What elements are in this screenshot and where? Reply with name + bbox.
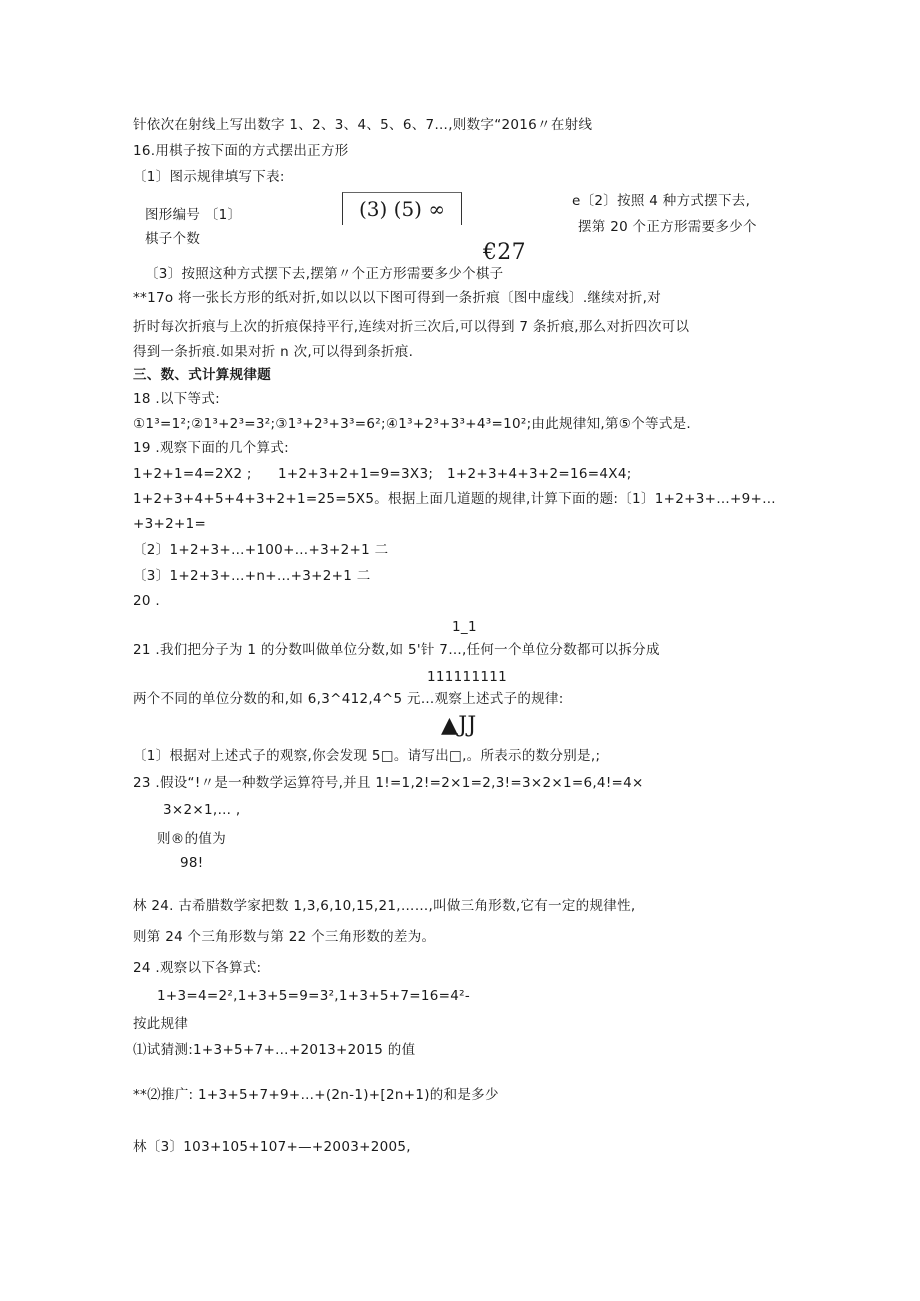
text-line: 按此规律 [133, 1016, 189, 1032]
text-line: 得到一条折痕.如果对折 n 次,可以得到条折痕. [133, 344, 414, 360]
equation: 1+2+1=4=2X2 ; [133, 466, 252, 482]
section-heading: 三、数、式计算规律题 [133, 367, 271, 383]
text-line: 林〔3〕103+105+107+—+2003+2005, [133, 1139, 411, 1155]
problem-16-title: 16.用棋子按下面的方式摆出正方形 [133, 143, 349, 159]
equation: 1+2+3+4+3+2=16=4X4; [447, 466, 632, 482]
problem-24-title: 林 24. 古希腊数学家把数 1,3,6,10,15,21,……,叫做三角形数,它有一定的规律性, [133, 898, 636, 914]
text-line: 摆第 20 个正方形需要多少个 [578, 219, 757, 235]
text-line: 3×2×1,… , [163, 802, 241, 818]
text-line: 〔3〕按照这种方式摆下去,摆第〃个正方形需要多少个棋子 [145, 266, 504, 282]
fraction-numerators: 1_1 [452, 619, 477, 635]
text-line: 则第 24 个三角形数与第 22 个三角形数的差为。 [133, 929, 436, 945]
table-row-label: 棋子个数 [145, 231, 201, 247]
problem-20-title: 20 . [133, 593, 160, 609]
text-line: e〔2〕按照 4 种方式摆下去, [572, 193, 751, 209]
text-line: 两个不同的单位分数的和,如 6,3^412,4^5 元…观察上述式子的规律: [133, 691, 564, 707]
equation: 1+3=4=2²,1+3+5=9=3²,1+3+5+7=16=4²- [157, 988, 471, 1004]
problem-24b-title: 24 .观察以下各算式: [133, 960, 262, 976]
text-line: 98! [180, 855, 204, 871]
figure-numbers-box: (3) (5) ∞ [342, 192, 462, 225]
text-line: 〔2〕1+2+3+…+100+…+3+2+1 二 [133, 542, 389, 558]
text-line: 〔3〕1+2+3+…+n+…+3+2+1 二 [133, 568, 371, 584]
equation: 1+2+3+2+1=9=3X3; [278, 466, 434, 482]
text-line: +3+2+1= [133, 516, 207, 532]
text-line: **⑵推广: 1+3+5+7+9+…+(2n-1)+[2n+1)的和是多少 [133, 1087, 499, 1103]
text-line: 〔1〕图示规律填写下表: [133, 169, 285, 185]
figure-label: €27 [483, 240, 526, 265]
text-line: 折时每次折痕与上次的折痕保持平行,连续对折三次后,可以得到 7 条折痕,那么对折四次可以 [133, 319, 690, 335]
text-line: 〔1〕根据对上述式子的观察,你会发现 5□。请写出□,。所表示的数分别是,; [133, 748, 601, 764]
problem-19-title: 19 .观察下面的几个算式: [133, 440, 290, 456]
table-row-label: 图形编号 〔1〕 [145, 207, 242, 223]
text-line: ⑴试猜测:1+3+5+7+…+2013+2015 的值 [133, 1042, 416, 1058]
text-line: ①1³=1²;②1³+2³=3²;③1³+2³+3³=6²;④1³+2³+3³+4³=10²;由此规律知,第⑤个等式是. [133, 416, 692, 432]
text-line: 1+2+3+4+5+4+3+2+1=25=5X5。根据上面几道题的规律,计算下面的题:〔1〕1+2+3+…+9+… [133, 491, 776, 507]
figure-label: ▲JJ [441, 713, 477, 738]
fraction-numerators: 111111111 [427, 669, 508, 685]
text-line: 针依次在射线上写出数字 1、2、3、4、5、6、7…,则数字“2016〃在射线 [133, 117, 593, 133]
problem-21-title: 21 .我们把分子为 1 的分数叫做单位分数,如 5'针 7…,任何一个单位分数都可以拆分成 [133, 642, 660, 658]
problem-18-title: 18 .以下等式: [133, 391, 221, 407]
text-line: 则®的值为 [157, 831, 226, 847]
problem-23-title: 23 .假设“!〃是一种数学运算符号,并且 1!=1,2!=2×1=2,3!=3×2×1=6,4!=4× [133, 775, 644, 791]
problem-17-title: **17o 将一张长方形的纸对折,如以以以下图可得到一条折痕〔图中虚线〕.继续对折,对 [133, 290, 662, 306]
